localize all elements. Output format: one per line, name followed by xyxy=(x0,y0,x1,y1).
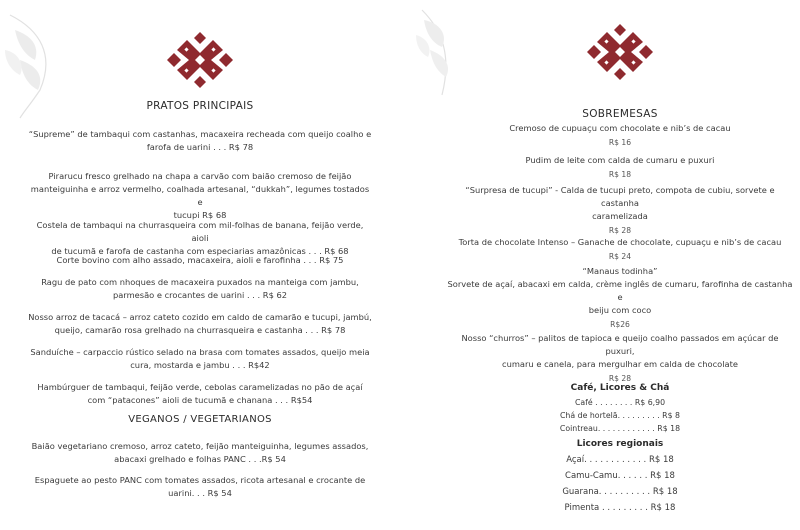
menu-item: Espaguete ao pesto PANC com tomates assados, ricota artesanal e crocante de uarini. . . R$ 54 xyxy=(34,475,366,498)
menu-item: Sanduíche – carpaccio rústico selado na brasa com tomates assados, queijo meia cura, mostarda e jambu . . . R$42 xyxy=(30,347,370,370)
restaurant-logo xyxy=(165,30,235,90)
dessert-item: “Surpresa de tucupi” - Calda de tucupi preto, compota de cubiu, sorvete e castanha caramelizada R$ 28 xyxy=(465,185,775,235)
dessert-item: “Manaus todinha” Sorvete de açaí, abacaxi em calda, crème inglês de cumaru, farofinha de castanha e beiju com coco R$26 xyxy=(447,266,793,329)
section-title-coffee: Café, Licores & Chá xyxy=(570,383,670,393)
dessert-item: Nosso “churros” – palitos de tapioca e queijo coalho passados em açúcar de puxuri, cumaru e canela, para mergulhar em calda de chocolate R$ 28 xyxy=(461,333,779,383)
dessert-item: Torta de chocolate Intenso – Ganache de chocolate, cupuaçu e nib’s de cacau R$ 24 xyxy=(458,237,782,261)
liqueur-item: Camu-Camu. . . . . . R$ 18 xyxy=(565,471,675,481)
dessert-item: Pudim de leite com calda de cumaru e puxuri R$ 18 xyxy=(525,155,715,179)
dessert-item: Cremoso de cupuaçu com chocolate e nib’s de cacau R$ 16 xyxy=(509,123,731,147)
coffee-item: Chá de hortelã. . . . . . . . . R$ 8 xyxy=(559,411,680,420)
restaurant-logo xyxy=(585,22,655,82)
section-title-vegan: VEGANOS / VEGETARIANOS xyxy=(128,414,272,425)
coffee-item: Cointreau. . . . . . . . . . . . R$ 18 xyxy=(559,424,681,433)
liqueur-item: Guarana. . . . . . . . . . R$ 18 xyxy=(562,487,678,497)
section-title-liqueurs: Licores regionais xyxy=(576,439,664,449)
leaf-illustration xyxy=(412,5,472,100)
menu-item: Nosso arroz de tacacá – arroz cateto cozido em caldo de camarão e tucupi, jambú, queijo, camarão rosa grelhado na churrasqueira e castanha . . . R$ 78 xyxy=(28,312,372,335)
coffee-item: Café . . . . . . . . R$ 6,90 xyxy=(574,398,666,407)
menu-item: Ragu de pato com nhoques de macaxeira puxados na manteiga com jambu, parmesão e crocantes de uarini . . . R$ 62 xyxy=(41,277,359,300)
menu-item: Hambúrguer de tambaqui, feijão verde, cebolas caramelizadas no pão de açaí com “patacones” aioli de tucumã e chanana . . . R$54 xyxy=(37,382,363,405)
liqueur-item: Açaí. . . . . . . . . . . . R$ 18 xyxy=(566,455,674,465)
menu-item: Pirarucu fresco grelhado na chapa a carvão com baião cremoso de feijão manteiguinha e arroz vermelho, coalhada artesanal, “dukkah”, legumes tostados e tucupi R$ 68 xyxy=(30,171,370,220)
section-title-main-courses: PRATOS PRINCIPAIS xyxy=(146,100,254,112)
menu-page-right xyxy=(400,0,800,530)
menu-item: “Supreme” de tambaqui com castanhas, macaxeira recheada com queijo coalho e farofa de uarini . . . R$ 78 xyxy=(28,129,372,152)
liqueur-item: Pimenta . . . . . . . . . R$ 18 xyxy=(564,503,676,513)
menu-item: Corte bovino com alho assado, macaxeira, aioli e farofinha . . . R$ 75 xyxy=(56,255,344,265)
section-title-desserts: SOBREMESAS xyxy=(582,108,658,120)
menu-item: Baião vegetariano cremoso, arroz cateto, feijão manteiguinha, legumes assados, abacaxi grelhado e folhas PANC . . .R$ 54 xyxy=(31,441,369,464)
menu-item: Costela de tambaqui na churrasqueira com mil-folhas de banana, feijão verde, aioli de tucumã e farofa de castanha com especiarias amazônicas . . . R$ 68 xyxy=(36,220,364,256)
